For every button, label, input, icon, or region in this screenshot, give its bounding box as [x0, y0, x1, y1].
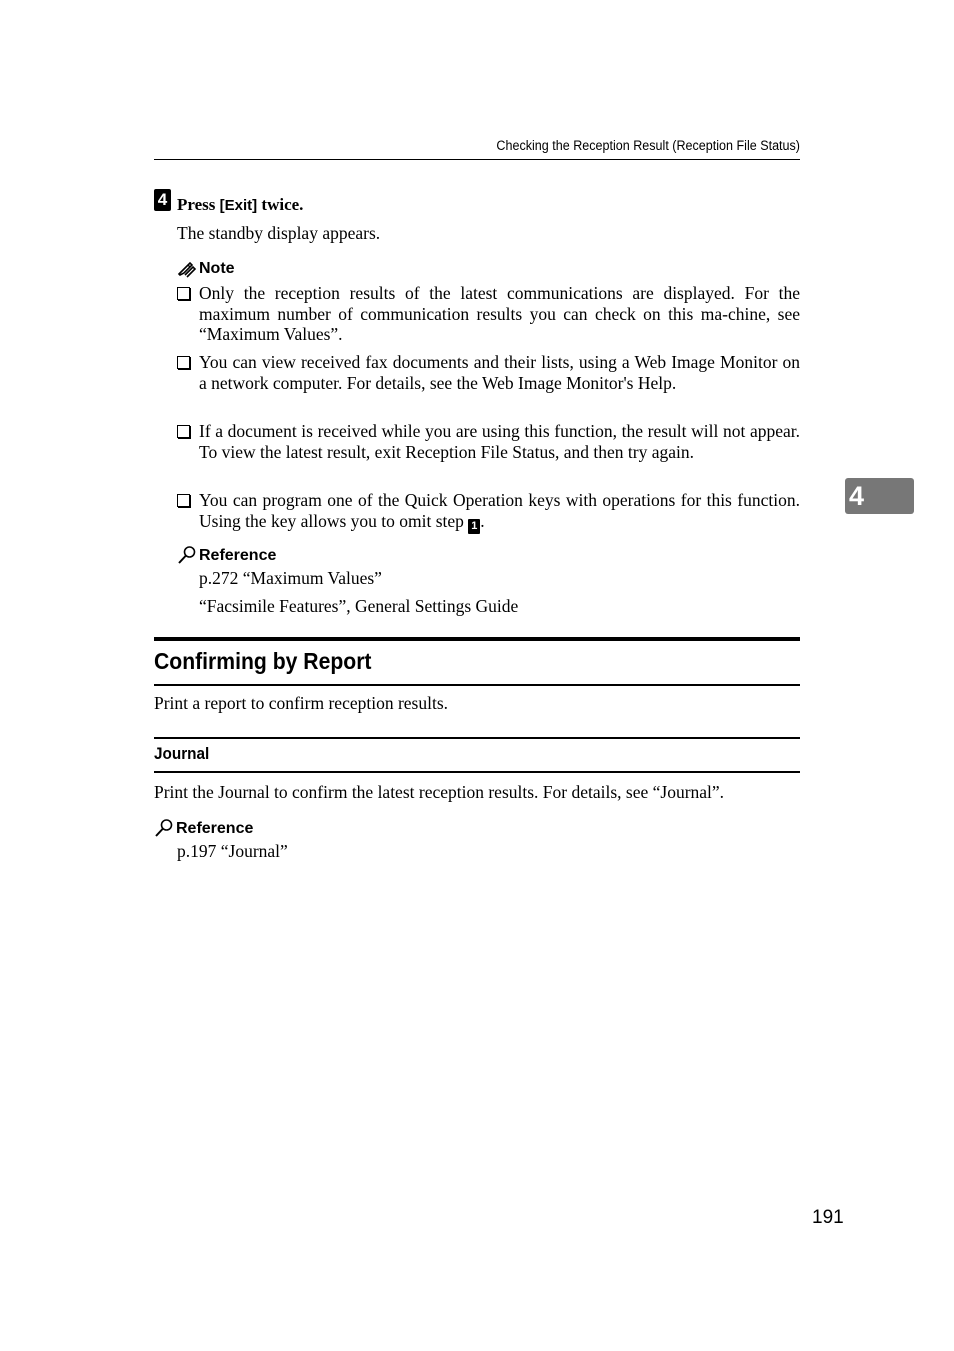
- subsection-body: Print the Journal to confirm the latest reception results. For details, see “Journal”.: [154, 782, 725, 802]
- subsection-bottom-rule: [154, 771, 800, 773]
- reference-label: Reference: [199, 547, 277, 564]
- chapter-tab: 4: [845, 478, 914, 514]
- note-item: [177, 421, 800, 462]
- header-rule: [154, 159, 800, 160]
- section-bottom-rule: [154, 684, 800, 686]
- subsection-title: Journal: [154, 744, 210, 763]
- running-header: Checking the Reception Result (Reception File Status): [496, 138, 800, 153]
- subsection-top-rule: [154, 737, 800, 739]
- reference-label: Reference: [176, 820, 254, 837]
- page-number: 191: [812, 1207, 844, 1228]
- step-prefix: Press: [177, 195, 220, 214]
- note-item-last-end: .: [480, 510, 485, 531]
- note-item-last-text: You can program one of the Quick Operation keys with operations for this function. Using the key allows you to omit step: [199, 490, 800, 531]
- magnifier-icon: [177, 545, 197, 565]
- step-result: The standby display appears.: [177, 223, 381, 243]
- section-top-rule: [154, 637, 800, 641]
- section-intro: Print a report to confirm reception results.: [154, 693, 449, 713]
- reference-link: “Facsimile Features”, General Settings Guide: [199, 596, 519, 616]
- note-item-text: If a document is received while you are using this function, the result will not appear. To view the latest result, exit Reception File Status, and then try again.: [199, 421, 800, 462]
- note-item-text: [199, 490, 800, 534]
- note-item: [177, 352, 800, 393]
- step-suffix: twice.: [257, 195, 304, 214]
- section-title: Confirming by Report: [154, 648, 372, 674]
- note-label: Note: [199, 260, 235, 277]
- exit-key-label: [Exit]: [219, 197, 258, 214]
- note-item-text: You can view received fax documents and their lists, using a Web Image Monitor on a network computer. For details, see the Web Image Monitor's Help.: [199, 352, 800, 393]
- checkbox-bullet-icon: [177, 356, 190, 369]
- pencil-icon: [177, 258, 197, 278]
- step-instruction: [177, 195, 303, 215]
- note-item: [177, 283, 800, 345]
- checkbox-bullet-icon: [177, 425, 190, 438]
- checkbox-bullet-icon: [177, 494, 190, 507]
- magnifier-icon: [154, 818, 174, 838]
- reference-link: p.197 “Journal”: [177, 841, 288, 861]
- reference-link: p.272 “Maximum Values”: [199, 568, 382, 588]
- step-number-badge: 4: [154, 189, 171, 211]
- step-reference-badge: 1: [468, 519, 480, 534]
- checkbox-bullet-icon: [177, 287, 190, 300]
- note-item-text: Only the reception results of the latest communications are displayed. For the maximum number of communication results you can check on this ma-chine, see “Maximum Values”.: [199, 283, 800, 344]
- note-item: [177, 490, 800, 534]
